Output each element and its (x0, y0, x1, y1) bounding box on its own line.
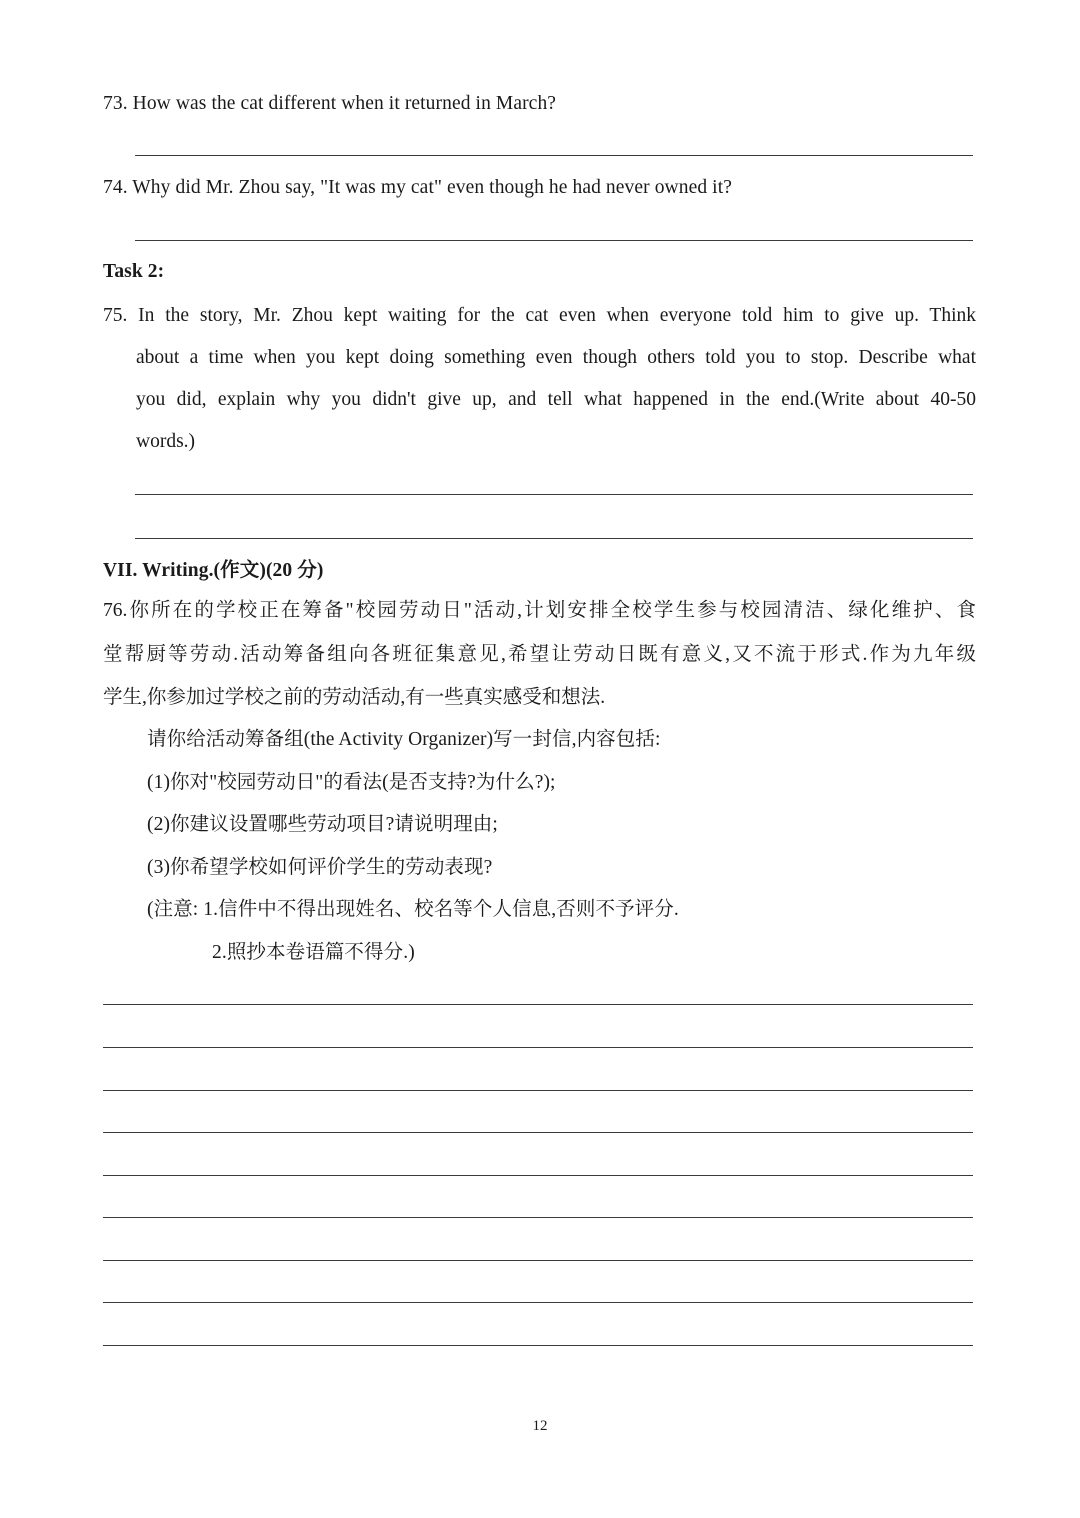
answer-line-75b[interactable] (135, 538, 973, 539)
question-75-line-4: words.) (136, 431, 196, 452)
writing-line-2[interactable] (103, 1047, 973, 1048)
writing-line-7[interactable] (103, 1260, 973, 1261)
writing-note-2: 2.照抄本卷语篇不得分.) (212, 942, 415, 963)
writing-line-6[interactable] (103, 1217, 973, 1218)
page-number: 12 (532, 1418, 548, 1434)
writing-intro-line-3: 学生,你参加过学校之前的劳动活动,有一些真实感受和想法. (103, 687, 606, 708)
question-75-line-2: about a time when you kept doing something even though others told you to stop. Describe what (136, 347, 976, 368)
writing-point-2: (2)你建议设置哪些劳动项目?请说明理由; (147, 814, 498, 835)
writing-line-8[interactable] (103, 1302, 973, 1303)
writing-line-9[interactable] (103, 1345, 973, 1346)
writing-line-4[interactable] (103, 1132, 973, 1133)
writing-line-5[interactable] (103, 1175, 973, 1176)
writing-intro-line-1: 76.你所在的学校正在筹备"校园劳动日"活动,计划安排全校学生参与校园清洁、绿化维护、食 (103, 600, 976, 621)
question-74: 74. Why did Mr. Zhou say, "It was my cat" even though he had never owned it? (103, 177, 732, 198)
writing-line-1[interactable] (103, 1004, 973, 1005)
answer-line-75a[interactable] (135, 494, 973, 495)
question-73: 73. How was the cat different when it returned in March? (103, 93, 557, 114)
question-75-line-1: 75. In the story, Mr. Zhou kept waiting for the cat even when everyone told him to give up. Think (103, 305, 976, 326)
writing-note-1: (注意: 1.信件中不得出现姓名、校名等个人信息,否则不予评分. (147, 899, 679, 920)
writing-task-intro: 请你给活动筹备组(the Activity Organizer)写一封信,内容包括: (147, 729, 661, 750)
writing-heading: VII. Writing.(作文)(20 分) (103, 560, 324, 581)
task2-heading: Task 2: (103, 261, 165, 282)
answer-line-73[interactable] (135, 155, 973, 156)
question-75-line-3: you did, explain why you didn't give up, and tell what happened in the end.(Write about 40-50 (136, 389, 976, 410)
answer-line-74[interactable] (135, 240, 973, 241)
writing-point-1: (1)你对"校园劳动日"的看法(是否支持?为什么?); (147, 772, 556, 793)
writing-point-3: (3)你希望学校如何评价学生的劳动表现? (147, 857, 493, 878)
writing-intro-line-2: 堂帮厨等劳动.活动筹备组向各班征集意见,希望让劳动日既有意义,又不流于形式.作为九年级 (103, 644, 976, 665)
writing-line-3[interactable] (103, 1090, 973, 1091)
